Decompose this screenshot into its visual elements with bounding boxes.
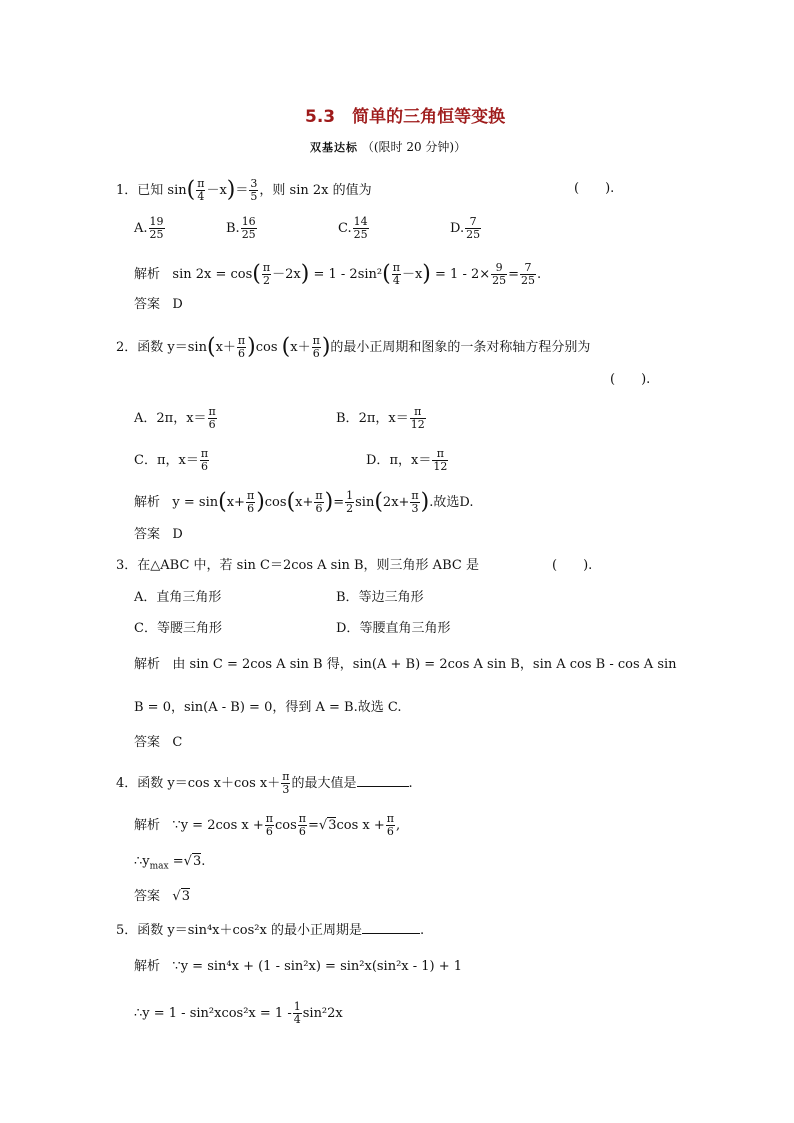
question-2-stem: 2．函数 y＝sin(x＋ $\frac{\pi}{6}$ )cos (x＋ $\frac{\pi}{6}$ )的最小正周期和图象的一条对称轴方程分别为 [116, 334, 591, 360]
answer-blank [357, 774, 409, 787]
question-3-answer: 答案 C [134, 735, 183, 750]
question-3-analysis-cont: B = 0，sin(A - B) = 0，得到 A = B.故选 C. [134, 700, 402, 715]
answer-paren: ( ). [552, 558, 593, 573]
option-a: A．2π，x＝ $\frac{\pi}{6}$ [134, 405, 216, 431]
option-c: C. $\frac{14}{25}$ [338, 215, 368, 241]
option-d: D．π，x＝ $\frac{\pi}{12}$ [366, 447, 448, 473]
option-c: C．等腰三角形 [134, 621, 222, 636]
question-5-stem: 5．函数 y＝sin⁴x＋cos²x 的最小正周期是 . [116, 923, 425, 938]
question-1-answer: 答案 D [134, 297, 183, 312]
option-c: C．π，x＝ $\frac{\pi}{6}$ [134, 447, 209, 473]
fraction: $\frac{\pi}{4}$ [197, 177, 205, 203]
question-5-analysis: 解析 ∵y = sin⁴x + (1 - sin²x) = sin²x(sin²x - 1) + 1 [134, 959, 463, 974]
option-d: D. $\frac{7}{25}$ [450, 215, 481, 241]
option-d: D．等腰直角三角形 [336, 621, 451, 636]
question-4-answer: 答案 √3 [134, 889, 190, 904]
question-1-analysis: 解析 sin 2x = cos( $\frac{\pi}{2}$ －2x) = 1 - 2sin²( $\frac{\pi}{4}$ －x) = 1 - 2× $\frac{9}{25}$ = $\frac{7}{25}$ . [134, 261, 542, 287]
fraction: $\frac{3}{5}$ [250, 177, 258, 203]
option-a: A．直角三角形 [134, 590, 222, 605]
time-limit: （(限时 20 分钟)） [361, 140, 467, 154]
option-a: A. $\frac{19}{25}$ [134, 215, 164, 241]
question-3-analysis: 解析 由 sin C = 2cos A sin B 得，sin(A + B) = 2cos A sin B，sin A cos B - cos A sin [134, 657, 677, 672]
subtitle-tag: 双基达标 [310, 141, 358, 154]
question-4-stem: 4．函数 y＝cos x＋cos x＋ $\frac{\pi}{3}$ 的最大值是 . [116, 770, 413, 796]
question-4-analysis-cont: $\therefore y_{max} =√3$. [134, 854, 206, 872]
question-5-analysis-cont: ∴y = 1 - sin²xcos²x = 1 - $\frac{1}{4}$ sin²2x [134, 1000, 343, 1026]
option-b: B. $\frac{16}{25}$ [226, 215, 256, 241]
question-2-analysis: 解析 y = sin(x+ $\frac{\pi}{6}$ )cos(x+ $\frac{\pi}{6}$ )= $\frac{1}{2}$ sin(2x+ $\frac{\pi}{3}$ ).故选D. [134, 489, 474, 515]
question-2-answer: 答案 D [134, 527, 183, 542]
option-b: B．2π，x＝ $\frac{\pi}{12}$ [336, 405, 425, 431]
answer-paren: ( ). [574, 181, 615, 196]
question-3-stem: 3．在△ABC 中，若 sin C＝2cos A sin B，则三角形 ABC 是 [116, 558, 479, 573]
subtitle [310, 138, 466, 157]
question-1-stem: 1．已知 sin( $\frac{\pi}{4}$ －x)＝ $\frac{3}{5}$ ，则 sin 2x 的值为 [116, 177, 372, 203]
option-b: B．等边三角形 [336, 590, 424, 605]
answer-paren: ( ). [610, 372, 651, 387]
answer-blank [362, 921, 420, 934]
section-title: 5.3 简单的三角恒等变换 [305, 107, 506, 127]
question-4-analysis: 解析 ∵y = 2cos x + $\frac{\pi}{6}$ cos $\frac{\pi}{6}$ =√3cos x + $\frac{\pi}{6}$ , [134, 812, 401, 838]
